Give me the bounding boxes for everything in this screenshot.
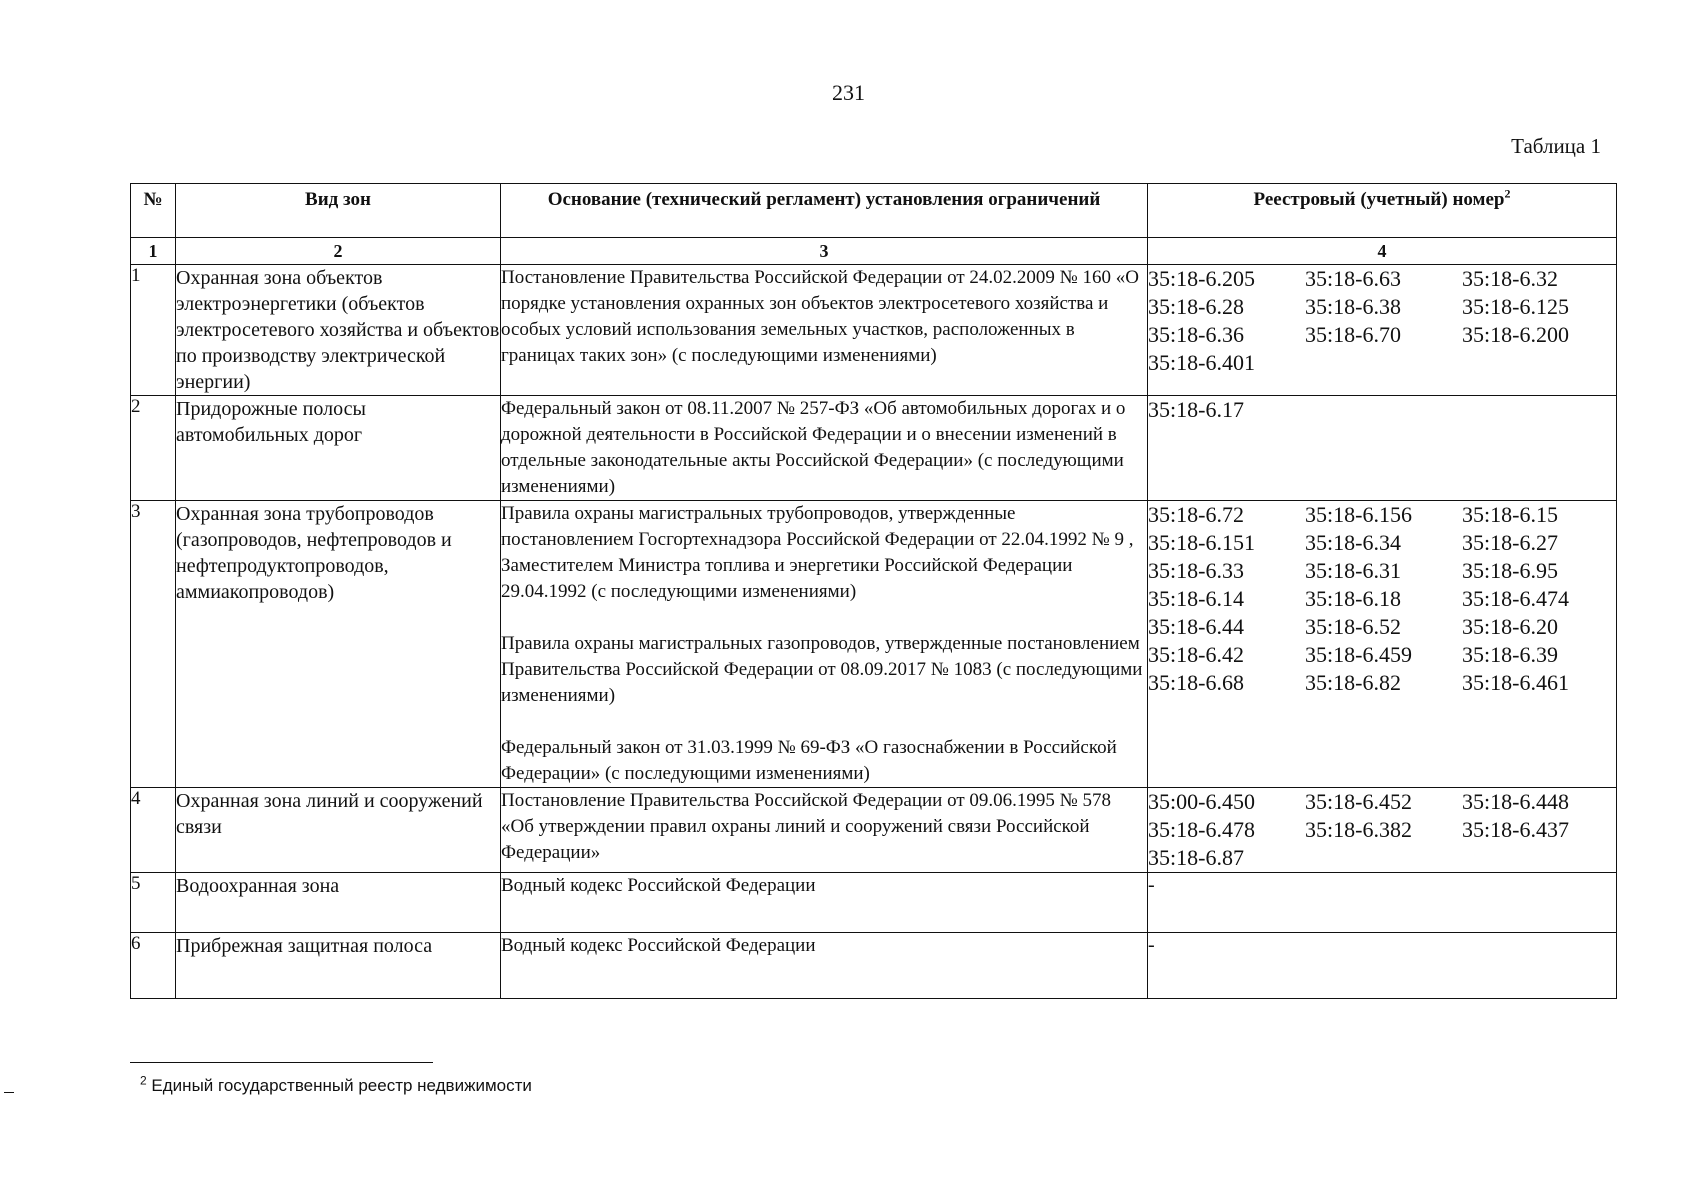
registry-number: 35:18-6.17 [1148, 397, 1244, 422]
row-number: 5 [131, 873, 176, 933]
row-number: 4 [131, 788, 176, 873]
row-number: 1 [131, 265, 176, 396]
table-row [131, 873, 1617, 933]
basis-paragraph: Правила охраны магистральных газопроводов, утвержденные постановлением Правительства Российской Федерации от 08.09.2017 № 1083 (с последующими изменениями) [501, 633, 1143, 706]
registry-number: 35:18-6.14 [1148, 586, 1244, 611]
registry-number: 35:18-6.27 [1462, 530, 1558, 555]
basis-cell [501, 501, 1148, 788]
table-row [131, 788, 1617, 873]
basis-paragraph: Постановление Правительства Российской Федерации от 09.06.1995 № 578 «Об утверждении правил охраны линий и сооружений связи Российской Федерации» [501, 790, 1112, 863]
registry-cell [1148, 396, 1617, 501]
registry-number: 35:18-6.28 [1148, 294, 1244, 319]
header-registry-label: Реестровый (учетный) номер [1253, 189, 1505, 210]
registry-number: 35:18-6.42 [1148, 642, 1244, 667]
registry-number: 35:18-6.82 [1305, 670, 1401, 695]
column-numbers-row [131, 238, 1617, 265]
basis-cell [501, 788, 1148, 873]
registry-number: 35:18-6.68 [1148, 670, 1244, 695]
page-number: 231 [832, 80, 865, 105]
registry-number: 35:18-6.70 [1305, 322, 1401, 347]
registry-number: 35:18-6.461 [1462, 670, 1569, 695]
basis-paragraph: Правила охраны магистральных трубопроводов, утвержденные постановлением Госгортехнадзора Российской Федерации от 22.04.1992 № 9 , Заместителем Министра топлива и энергетики Российской Федерации 29.04.1992 (с последующими изменениями) [501, 503, 1134, 602]
registry-number-grid [1148, 396, 1616, 424]
zone-type-cell: Охранная зона линий и сооружений связи [176, 788, 501, 873]
footnote-mark: 2 [1504, 186, 1511, 201]
registry-number: 35:18-6.448 [1462, 789, 1569, 814]
basis-paragraph: Постановление Правительства Российской Федерации от 24.02.2009 № 160 «О порядке установления охранных зон объектов электросетевого хозяйства и особых условий использования земельных участков, расположенных в границах таких зон» (с последующими изменениями) [501, 267, 1140, 366]
registry-empty-dash: - [1148, 874, 1155, 896]
footnote-rule [130, 1062, 433, 1063]
row-number: 6 [131, 933, 176, 999]
restriction-zones-table [130, 183, 1617, 999]
registry-number: 35:18-6.87 [1148, 845, 1244, 870]
header-registry [1148, 184, 1617, 238]
registry-cell [1148, 788, 1617, 873]
header-no: № [131, 184, 176, 238]
registry-number: 35:18-6.459 [1305, 642, 1412, 667]
row-number: 3 [131, 501, 176, 788]
header-zone-type: Вид зон [176, 184, 501, 238]
registry-number: 35:18-6.20 [1462, 614, 1558, 639]
footnote-text: Единый государственный реестр недвижимости [151, 1076, 532, 1095]
registry-number-grid [1148, 265, 1616, 377]
registry-number: 35:18-6.39 [1462, 642, 1558, 667]
basis-cell [501, 396, 1148, 501]
registry-number: 35:18-6.200 [1462, 322, 1569, 347]
registry-number: 35:18-6.151 [1148, 530, 1255, 555]
registry-number-grid [1148, 501, 1616, 697]
registry-number: 35:18-6.34 [1305, 530, 1401, 555]
table-caption: Таблица 1 [1511, 134, 1601, 158]
column-number: 4 [1148, 238, 1617, 265]
table-header-row [131, 184, 1617, 238]
registry-number: 35:18-6.63 [1305, 266, 1401, 291]
zone-type-cell: Придорожные полосы автомобильных дорог [176, 396, 501, 501]
basis-paragraph: Федеральный закон от 31.03.1999 № 69-ФЗ «О газоснабжении в Российской Федерации» (с последующими изменениями) [501, 737, 1117, 784]
zone-type-cell: Прибрежная защитная полоса [176, 933, 501, 999]
table-row [131, 396, 1617, 501]
registry-number: 35:18-6.44 [1148, 614, 1244, 639]
basis-paragraph: Федеральный закон от 08.11.2007 № 257-ФЗ «Об автомобильных дорогах и о дорожной деятельности в Российской Федерации и о внесении изменений в отдельные законодательные акты Российской Федерации» (с последующими изменениями) [501, 398, 1126, 497]
zone-type-cell: Охранная зона трубопроводов (газопроводов, нефтепроводов и нефтепродуктопроводов, аммиакопроводов) [176, 501, 501, 788]
registry-cell [1148, 501, 1617, 788]
header-basis: Основание (технический регламент) установления ограничений [501, 184, 1148, 238]
registry-number: 35:18-6.31 [1305, 558, 1401, 583]
basis-cell [501, 873, 1148, 933]
zone-type-cell: Охранная зона объектов электроэнергетики (объектов электросетевого хозяйства и объектов по производству электрической энергии) [176, 265, 501, 396]
row-number: 2 [131, 396, 176, 501]
registry-number: 35:18-6.156 [1305, 502, 1412, 527]
footnote-mark: 2 [140, 1073, 147, 1088]
table-row [131, 265, 1617, 396]
registry-cell [1148, 873, 1617, 933]
registry-number: 35:18-6.95 [1462, 558, 1558, 583]
registry-number: 35:18-6.52 [1305, 614, 1401, 639]
registry-number: 35:18-6.72 [1148, 502, 1244, 527]
margin-mark [4, 1092, 14, 1093]
registry-number: 35:18-6.205 [1148, 266, 1255, 291]
registry-number-grid [1148, 788, 1616, 872]
registry-number: 35:18-6.18 [1305, 586, 1401, 611]
registry-number: 35:18-6.125 [1462, 294, 1569, 319]
registry-number: 35:18-6.437 [1462, 817, 1569, 842]
registry-number: 35:18-6.478 [1148, 817, 1255, 842]
zone-type-cell: Водоохранная зона [176, 873, 501, 933]
footnote [140, 1073, 532, 1096]
registry-number: 35:18-6.474 [1462, 586, 1569, 611]
basis-cell [501, 933, 1148, 999]
basis-cell [501, 265, 1148, 396]
registry-number: 35:18-6.382 [1305, 817, 1412, 842]
registry-number: 35:00-6.450 [1148, 789, 1255, 814]
table-row [131, 933, 1617, 999]
registry-number: 35:18-6.401 [1148, 350, 1255, 375]
column-number: 2 [176, 238, 501, 265]
column-number: 1 [131, 238, 176, 265]
registry-number: 35:18-6.38 [1305, 294, 1401, 319]
registry-number: 35:18-6.36 [1148, 322, 1244, 347]
registry-number: 35:18-6.15 [1462, 502, 1558, 527]
basis-paragraph: Водный кодекс Российской Федерации [501, 935, 816, 956]
table-row [131, 501, 1617, 788]
registry-cell [1148, 933, 1617, 999]
registry-cell [1148, 265, 1617, 396]
registry-number: 35:18-6.33 [1148, 558, 1244, 583]
basis-paragraph: Водный кодекс Российской Федерации [501, 875, 816, 896]
registry-number: 35:18-6.452 [1305, 789, 1412, 814]
registry-number: 35:18-6.32 [1462, 266, 1558, 291]
registry-empty-dash: - [1148, 934, 1155, 956]
column-number: 3 [501, 238, 1148, 265]
